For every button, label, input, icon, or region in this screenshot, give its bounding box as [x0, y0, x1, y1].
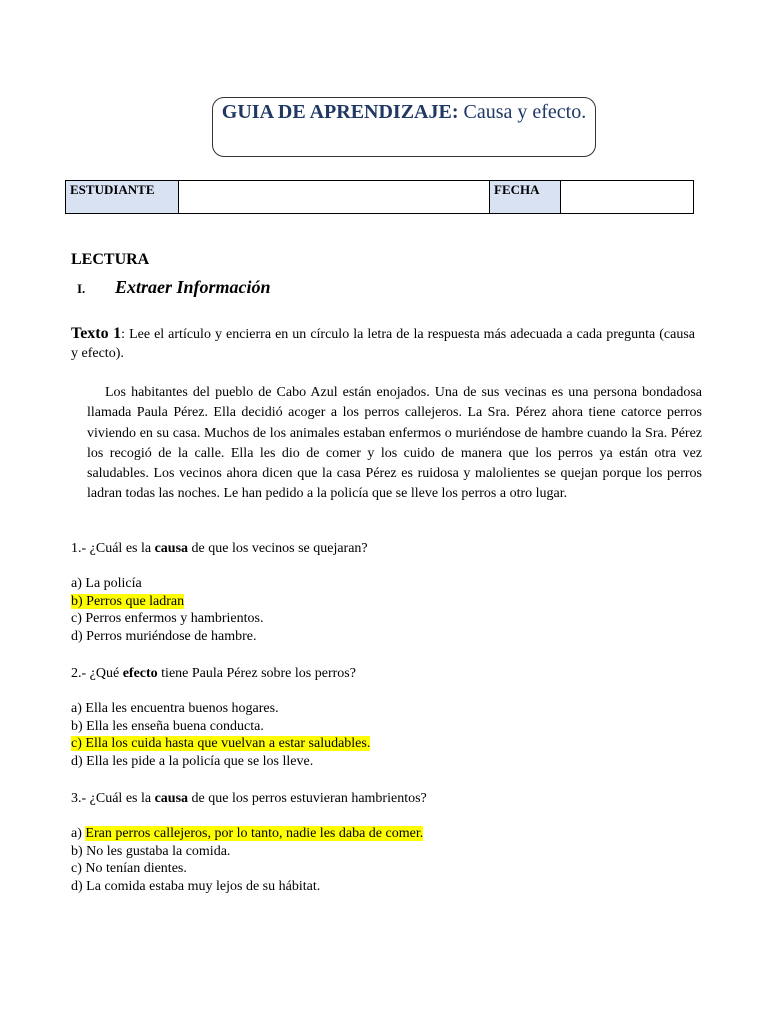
answer-option-a[interactable]: a) La policía: [71, 576, 142, 591]
instruction-text: : Lee el artículo y encierra en un círculo la letra de la respuesta más adecuada a cada pregunta (causa y efecto).: [71, 327, 695, 361]
title-rest: Causa y efecto.: [458, 101, 587, 123]
answer-option-d[interactable]: d) Ella les pide a la policía que se los lleve.: [71, 753, 314, 769]
text-label: Texto 1: [71, 325, 122, 342]
answer-option-d[interactable]: d) Perros muriéndose de hambre.: [71, 628, 257, 644]
student-field[interactable]: [179, 181, 490, 214]
student-label: ESTUDIANTE: [66, 181, 179, 214]
answer-option-a[interactable]: a) Eran perros callejeros, por lo tanto, nadie les daba de comer.: [71, 826, 424, 841]
section-title: [77, 277, 271, 298]
highlighted-answer: b) Perros que ladran: [71, 593, 185, 609]
student-info-table: [65, 180, 694, 214]
answer-option-c[interactable]: c) Perros enfermos y hambrientos.: [71, 611, 264, 626]
section-heading: LECTURA: [71, 251, 150, 268]
question-3: [71, 790, 427, 895]
answer-option-c[interactable]: c) No tenían dientes.: [71, 861, 187, 876]
answer-option-b[interactable]: [71, 593, 368, 611]
question-2: [71, 665, 370, 770]
title-bold: GUIA DE APRENDIZAJE:: [221, 101, 459, 123]
date-field[interactable]: [561, 181, 694, 214]
worksheet-title: [212, 97, 596, 157]
question-1: [71, 540, 368, 645]
highlighted-answer: Eran perros callejeros, por lo tanto, nadie les daba de comer.: [85, 826, 424, 841]
answer-option-b[interactable]: b) Ella les enseña buena conducta.: [71, 718, 264, 734]
answer-option-d[interactable]: d) La comida estaba muy lejos de su hábitat.: [71, 878, 321, 894]
answer-option-c[interactable]: [71, 735, 370, 753]
question-prompt: 2.- ¿Qué efecto tiene Paula Pérez sobre los perros?: [71, 666, 356, 681]
question-prompt: 1.- ¿Cuál es la causa de que los vecinos se quejaran?: [71, 541, 368, 556]
question-prompt: 3.- ¿Cuál es la causa de que los perros estuvieran hambrientos?: [71, 791, 427, 806]
answer-option-a[interactable]: a) Ella les encuentra buenos hogares.: [71, 701, 279, 716]
text-instructions: [71, 324, 695, 363]
date-label: FECHA: [490, 181, 561, 214]
highlighted-answer: c) Ella los cuida hasta que vuelvan a estar saludables.: [71, 736, 371, 751]
reading-passage: Los habitantes del pueblo de Cabo Azul están enojados. Una de sus vecinas es una persona bondadosa llamada Paula Pérez. Ella decidió acoger a los perros callejeros. La Sra. Pérez ahora tiene catorce perros viviendo en su casa. Muchos de los animales estaban enfermos o muriéndose de hambre cuando la Sra. Pérez los recogió de la calle. Ella les dio de comer y los cuido de manera que los perros ya están otra vez saludables. Los vecinos ahora dicen que la casa Pérez es ruidosa y malolientes se quejan porque los perros ladran todas las noches. Le han pedido a la policía que se lleve los perros a otro lugar.: [87, 385, 702, 502]
answer-option-b[interactable]: b) No les gustaba la comida.: [71, 843, 231, 859]
section-title-text: Extraer Información: [115, 277, 271, 297]
section-number: I.: [77, 281, 86, 296]
